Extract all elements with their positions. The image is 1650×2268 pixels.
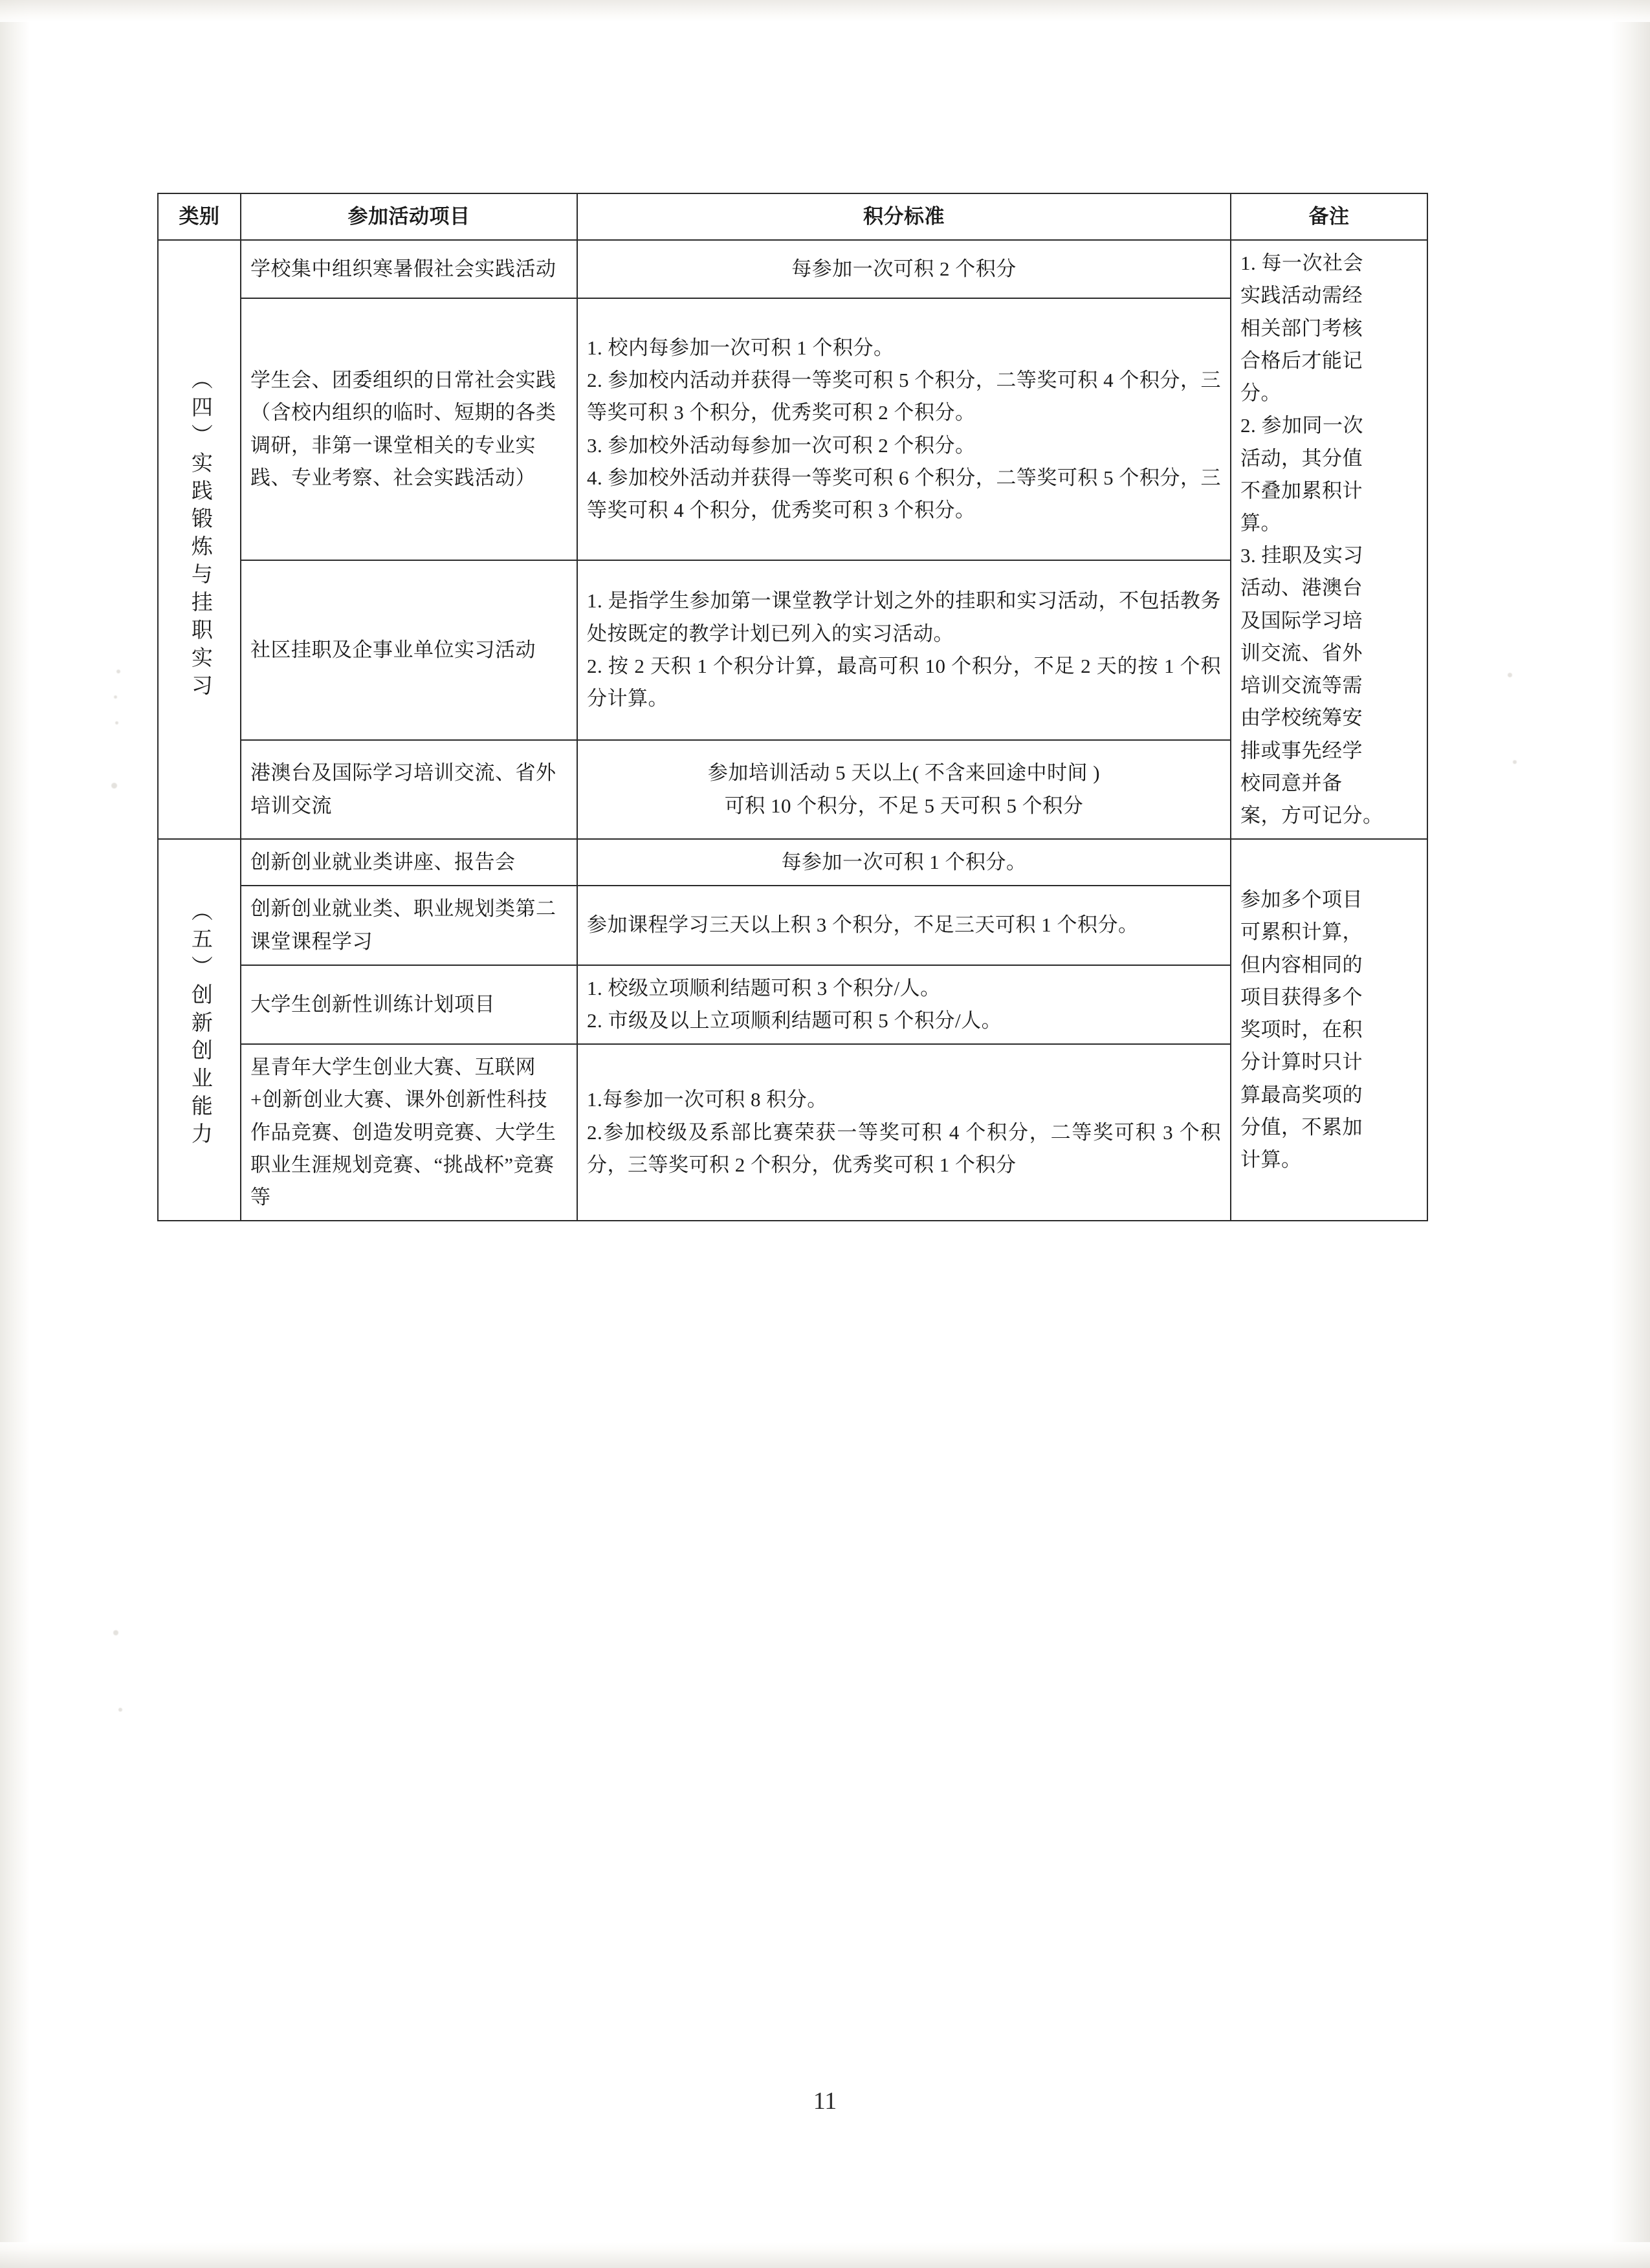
score-standard-line: 2. 市级及以上立项顺利结题可积 5 个积分/人。	[587, 1009, 1002, 1032]
header-score-standard: 积分标准	[577, 193, 1231, 240]
score-standard-line: 每参加一次可积 2 个积分	[791, 257, 1017, 281]
scan-speck	[1508, 673, 1512, 677]
remark-line: 不叠加累积计	[1240, 479, 1363, 502]
remark-line: 算。	[1240, 511, 1281, 534]
scoring-standard-table-container	[157, 193, 1427, 1221]
activity-item-cell	[241, 886, 577, 965]
remark-line: 活动、港澳台	[1240, 576, 1363, 600]
remark-line: 1. 每一次社会	[1240, 252, 1363, 275]
remark-line: 相关部门考核	[1240, 316, 1363, 340]
score-standard-cell	[577, 240, 1231, 298]
remark-line: 由学校统筹安	[1240, 706, 1363, 730]
page-edge-right	[1611, 0, 1650, 2268]
remark-line: 分值，不累加	[1240, 1115, 1363, 1139]
scan-speck	[118, 1708, 122, 1712]
page-edge-bottom	[0, 2242, 1650, 2268]
activity-item-text: 创新创业就业类讲座、报告会	[250, 851, 516, 874]
remark-line: 活动，其分值	[1240, 446, 1363, 470]
score-standard-line: 参加课程学习三天以上积 3 个积分，不足三天可积 1 个积分。	[587, 913, 1139, 937]
score-standard-cell	[577, 965, 1231, 1044]
activity-item-cell	[241, 560, 577, 741]
activity-item-cell	[241, 240, 577, 298]
remark-line: 3. 挂职及实习	[1240, 544, 1363, 567]
page-edge-top	[0, 0, 1650, 22]
activity-item-cell	[241, 839, 577, 886]
score-standard-cell	[577, 298, 1231, 560]
table-row	[158, 839, 1427, 886]
score-standard-cell	[577, 886, 1231, 965]
scan-speck	[113, 1630, 118, 1635]
scoring-standard-table	[157, 193, 1428, 1221]
remark-line: 计算。	[1240, 1148, 1302, 1172]
category-cell-group5	[158, 839, 241, 1221]
remark-line: 分。	[1240, 382, 1281, 405]
remark-line: 算最高奖项的	[1240, 1083, 1363, 1106]
score-standard-line: 2. 按 2 天积 1 个积分计算，最高可积 10 个积分，不足 2 天的按 1 个积分计算。	[587, 654, 1221, 710]
score-standard-line: 4. 参加校外活动并获得一等奖可积 6 个积分，二等奖可积 5 个积分，三等奖可积 4 个积分，优秀奖可积 3 个积分。	[587, 466, 1221, 521]
remark-line: 参加多个项目	[1240, 888, 1363, 911]
page-number: 11	[813, 2088, 837, 2115]
remark-line: 排或事先经学	[1240, 739, 1363, 762]
scan-speck	[115, 721, 118, 725]
activity-item-cell	[241, 1044, 577, 1221]
score-standard-line: 3. 参加校外活动每参加一次可积 2 个积分。	[587, 433, 976, 457]
table-row	[158, 240, 1427, 298]
activity-item-cell	[241, 740, 577, 839]
score-standard-line: 1. 校级立项顺利结题可积 3 个积分/人。	[587, 976, 941, 999]
activity-item-text: 星青年大学生创业大赛、互联网+创新创业大赛、课外创新性科技作品竞赛、创造发明竞赛、大学生职业生涯规划竞赛、“挑战杯”竞赛等	[250, 1056, 556, 1209]
activity-item-text: 学校集中组织寒暑假社会实践活动	[250, 257, 556, 281]
category-label-group5: （五）创新创业能力	[188, 900, 212, 1151]
remark-line: 分计算时只计	[1240, 1051, 1363, 1074]
remark-line: 可累积计算，	[1240, 921, 1363, 944]
score-standard-line: 每参加一次可积 1 个积分。	[781, 851, 1027, 874]
remark-line: 培训交流等需	[1240, 674, 1363, 697]
activity-item-cell	[241, 298, 577, 560]
score-standard-cell	[577, 839, 1231, 886]
remark-line: 但内容相同的	[1240, 953, 1363, 976]
score-standard-cell	[577, 1044, 1231, 1221]
score-standard-line: 1.每参加一次可积 8 积分。	[587, 1088, 828, 1111]
score-standard-line: 可积 10 个积分，不足 5 天可积 5 个积分	[724, 794, 1084, 817]
score-standard-line: 1. 是指学生参加第一课堂教学计划之外的挂职和实习活动，不包括教务处按既定的教学计划已列入的实习活动。	[587, 589, 1221, 645]
scan-speck	[111, 783, 117, 789]
remark-line: 校同意并备	[1240, 771, 1343, 794]
activity-item-text: 学生会、团委组织的日常社会实践（含校内组织的临时、短期的各类调研，非第一课堂相关的专业实践、专业考察、社会实践活动）	[250, 369, 556, 489]
score-standard-cell	[577, 740, 1231, 839]
score-standard-line: 2.参加校级及系部比赛荣获一等奖可积 4 个积分，二等奖可积 3 个积分，三等奖可积 2 个积分，优秀奖可积 1 个积分	[587, 1120, 1221, 1176]
activity-item-text: 创新创业就业类、职业规划类第二课堂课程学习	[250, 897, 556, 953]
category-label-group4: （四）实践锻炼与挂职实习	[188, 367, 212, 702]
header-activity-item: 参加活动项目	[241, 193, 577, 240]
remark-line: 训交流、省外	[1240, 641, 1363, 664]
remark-line: 及国际学习培	[1240, 609, 1363, 632]
scan-speck	[1513, 760, 1517, 764]
score-standard-line: 1. 校内每参加一次可积 1 个积分。	[587, 336, 894, 359]
scan-speck	[114, 695, 117, 699]
remark-line: 2. 参加同一次	[1240, 414, 1363, 437]
remark-line: 案，方可记分。	[1240, 803, 1383, 827]
remark-line: 合格后才能记	[1240, 349, 1363, 372]
table-header-row	[158, 193, 1427, 240]
activity-item-text: 社区挂职及企事业单位实习活动	[250, 638, 536, 661]
category-cell-group4	[158, 240, 241, 839]
remarks-cell-group4	[1231, 240, 1427, 839]
activity-item-text: 港澳台及国际学习培训交流、省外培训交流	[250, 761, 556, 817]
page-edge-left	[0, 0, 30, 2268]
remark-line: 奖项时，在积	[1240, 1018, 1363, 1041]
header-remarks: 备注	[1231, 193, 1427, 240]
score-standard-line: 2. 参加校内活动并获得一等奖可积 5 个积分，二等奖可积 4 个积分，三等奖可积 3 个积分，优秀奖可积 2 个积分。	[587, 369, 1221, 424]
remark-line: 实践活动需经	[1240, 284, 1363, 307]
score-standard-line: 参加培训活动 5 天以上( 不含来回途中时间 )	[707, 761, 1101, 785]
scan-speck	[116, 670, 120, 673]
activity-item-cell	[241, 965, 577, 1044]
score-standard-cell	[577, 560, 1231, 741]
header-category: 类别	[158, 193, 241, 240]
remarks-cell-group5	[1231, 839, 1427, 1221]
activity-item-text: 大学生创新性训练计划项目	[250, 992, 495, 1016]
remark-line: 项目获得多个	[1240, 985, 1363, 1009]
